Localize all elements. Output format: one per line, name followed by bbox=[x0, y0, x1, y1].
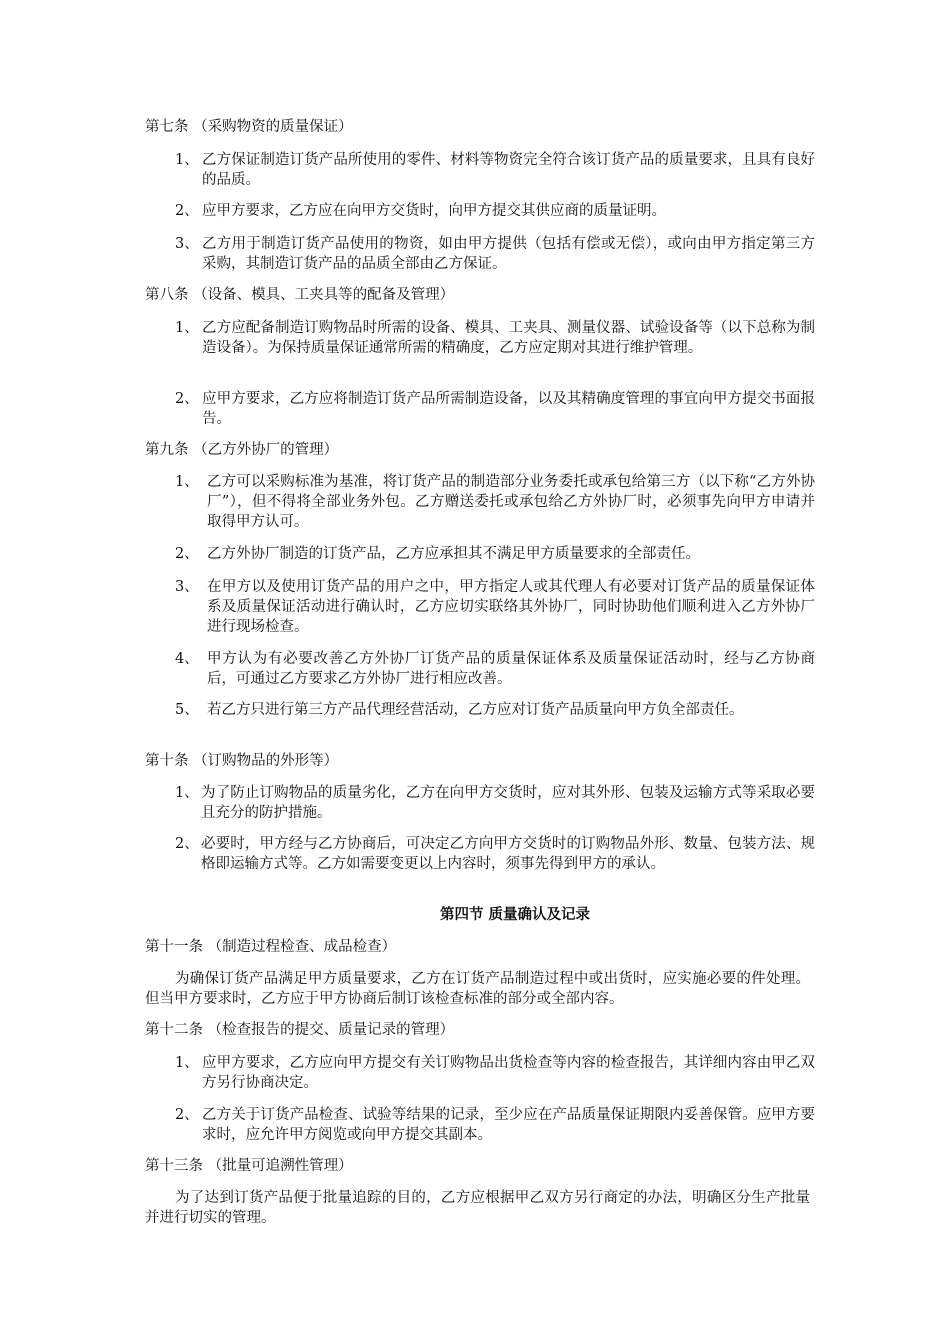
item-number: 5、 bbox=[175, 702, 199, 718]
article-12-item-2 bbox=[175, 1105, 815, 1145]
article-7-item-1 bbox=[175, 150, 815, 190]
item-number: 2、 bbox=[175, 546, 199, 562]
item-number: 1、 bbox=[175, 320, 199, 336]
article-8-heading: 第八条 （设备、模具、工夹具等的配备及管理） bbox=[145, 287, 455, 303]
article-10-heading: 第十条 （订购物品的外形等） bbox=[145, 753, 339, 769]
article-13-heading: 第十三条 （批量可追溯性管理） bbox=[145, 1158, 353, 1174]
article-9-item-5 bbox=[175, 700, 815, 720]
article-9-heading: 第九条 （乙方外协厂的管理） bbox=[145, 442, 339, 458]
item-text: 乙方保证制造订货产品所使用的零件、材料等物资完全符合该订货产品的质量要求，且具有良好的品质。 bbox=[202, 152, 815, 188]
item-number: 2、 bbox=[175, 1107, 199, 1123]
article-9-item-3 bbox=[175, 577, 815, 637]
item-number: 2、 bbox=[175, 203, 199, 219]
item-number: 1、 bbox=[175, 1055, 199, 1071]
item-text: 若乙方只进行第三方产品代理经营活动，乙方应对订货产品质量向甲方负全部责任。 bbox=[207, 702, 744, 718]
article-8-item-2 bbox=[175, 389, 815, 429]
article-8-item-1 bbox=[175, 318, 815, 358]
article-11-heading: 第十一条 （制造过程检查、成品检查） bbox=[145, 939, 397, 955]
article-7-heading: 第七条 （采购物资的质量保证） bbox=[145, 119, 353, 135]
article-9-item-1 bbox=[175, 472, 815, 532]
item-text: 乙方可以采购标准为基准，将订货产品的制造部分业务委托或承包给第三方（以下称“乙方外协厂”），但不得将全部业务外包。乙方赠送委托或承包给乙方外协厂时，必须事先向甲方申请并取得甲方认可。 bbox=[207, 474, 815, 530]
item-number: 3、 bbox=[175, 579, 199, 595]
item-text: 乙方外协厂制造的订货产品，乙方应承担其不满足甲方质量要求的全部责任。 bbox=[207, 546, 700, 562]
item-number: 1、 bbox=[175, 152, 199, 168]
item-number: 4、 bbox=[175, 651, 199, 667]
item-text: 应甲方要求，乙方应将制造订货产品所需制造设备，以及其精确度管理的事宜向甲方提交书面报告。 bbox=[202, 391, 815, 427]
item-text: 乙方用于制造订货产品使用的物资，如由甲方提供（包括有偿或无偿），或向由甲方指定第三方采购，其制造订货产品的品质全部由乙方保证。 bbox=[202, 236, 815, 272]
article-11-paragraph: 为确保订货产品满足甲方质量要求，乙方在订货产品制造过程中或出货时，应实施必要的件处理。但当甲方要求时，乙方应于甲方协商后制订该检查标准的部分或全部内容。 bbox=[145, 971, 810, 1007]
section-4-heading: 第四节 质量确认及记录 bbox=[439, 906, 591, 923]
item-number: 3、 bbox=[175, 236, 199, 252]
item-text: 乙方应配备制造订购物品时所需的设备、模具、工夹具、测量仪器、试验设备等（以下总称为制造设备）。为保持质量保证通常所需的精确度，乙方应定期对其进行维护管理。 bbox=[202, 320, 815, 356]
item-number: 2、 bbox=[175, 836, 199, 852]
article-9-item-2 bbox=[175, 544, 815, 564]
item-number: 2、 bbox=[175, 391, 199, 407]
item-number: 1、 bbox=[175, 785, 199, 801]
article-9-item-4 bbox=[175, 649, 815, 689]
article-10-item-1 bbox=[175, 783, 815, 823]
item-text: 应甲方要求，乙方应在向甲方交货时，向甲方提交其供应商的质量证明。 bbox=[202, 203, 666, 219]
item-text: 甲方认为有必要改善乙方外协厂订货产品的质量保证体系及质量保证活动时，经与乙方协商后，可通过乙方要求乙方外协厂进行相应改善。 bbox=[207, 651, 815, 687]
item-number: 1、 bbox=[175, 474, 199, 490]
item-text: 在甲方以及使用订货产品的用户之中，甲方指定人或其代理人有必要对订货产品的质量保证体系及质量保证活动进行确认时，乙方应切实联络其外协厂，同时协助他们顺利进入乙方外协厂进行现场检查。 bbox=[207, 579, 815, 635]
article-12-item-1 bbox=[175, 1053, 815, 1093]
article-13-paragraph: 为了达到订货产品便于批量追踪的目的，乙方应根据甲乙双方另行商定的办法，明确区分生产批量并进行切实的管理。 bbox=[145, 1190, 810, 1226]
article-12-heading: 第十二条 （检查报告的提交、质量记录的管理） bbox=[145, 1022, 455, 1038]
item-text: 应甲方要求，乙方应向甲方提交有关订购物品出货检查等内容的检查报告，其详细内容由甲乙双方另行协商决定。 bbox=[202, 1055, 815, 1091]
article-10-item-2 bbox=[175, 834, 815, 874]
item-text: 乙方关于订货产品检查、试验等结果的记录，至少应在产品质量保证期限内妥善保管。应甲方要求时，应允许甲方阅览或向甲方提交其副本。 bbox=[202, 1107, 815, 1143]
item-text: 为了防止订购物品的质量劣化，乙方在向甲方交货时，应对其外形、包装及运输方式等采取必要且充分的防护措施。 bbox=[201, 785, 815, 821]
item-text: 必要时，甲方经与乙方协商后，可决定乙方向甲方交货时的订购物品外形、数量、包装方法、规格即运输方式等。乙方如需要变更以上内容时，须事先得到甲方的承认。 bbox=[201, 836, 815, 872]
article-7-item-3 bbox=[175, 234, 815, 274]
article-7-item-2 bbox=[175, 201, 815, 221]
